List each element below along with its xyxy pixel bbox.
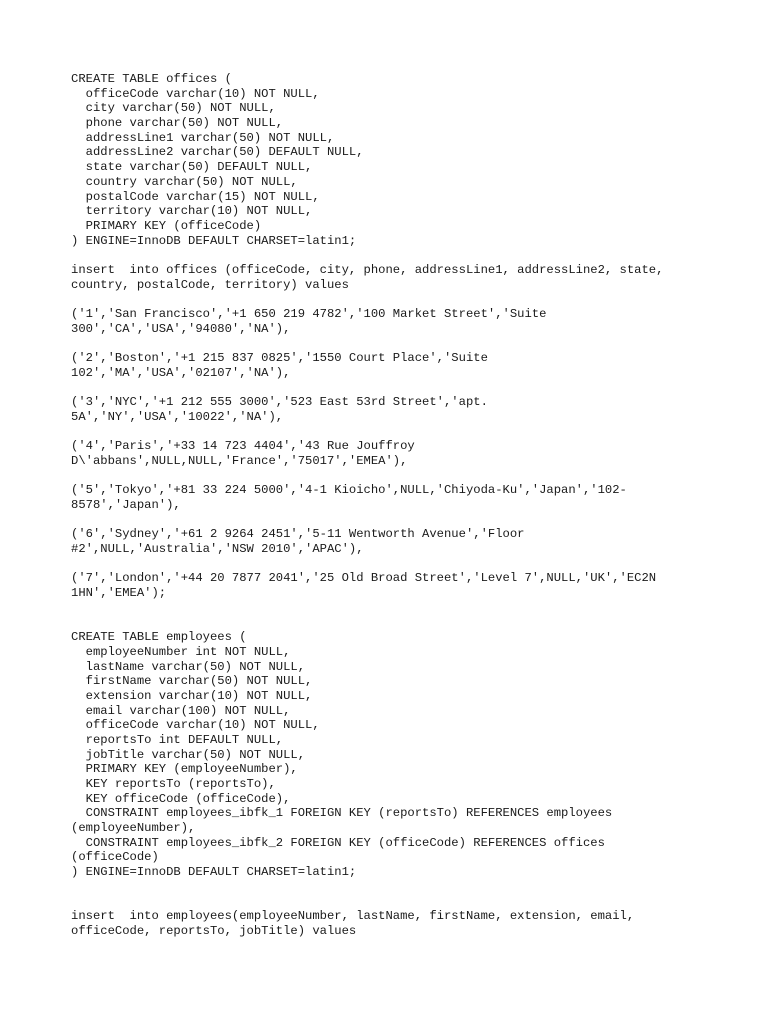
code-line: ('2','Boston','+1 215 837 0825','1550 Court Place','Suite: [71, 351, 488, 366]
code-line: state varchar(50) DEFAULT NULL,: [71, 160, 313, 175]
code-line: ('6','Sydney','+61 2 9264 2451','5-11 Wentworth Avenue','Floor: [71, 527, 525, 542]
code-line: PRIMARY KEY (officeCode): [71, 218, 262, 233]
code-line: ('1','San Francisco','+1 650 219 4782','100 Market Street','Suite: [71, 307, 547, 321]
spacer: [71, 880, 691, 909]
code-line: D\'abbans',NULL,NULL,'France','75017','EMEA'),: [71, 453, 408, 468]
code-line: officeCode varchar(10) NOT NULL,: [71, 86, 320, 101]
code-line: #2',NULL,'Australia','NSW 2010','APAC'),: [71, 542, 364, 556]
code-line: postalCode varchar(15) NOT NULL,: [71, 189, 320, 204]
code-line: CONSTRAINT employees_ibfk_2 FOREIGN KEY (officeCode) REFERENCES offices: [71, 835, 605, 850]
code-line: lastName varchar(50) NOT NULL,: [71, 659, 306, 674]
code-line: email varchar(100) NOT NULL,: [71, 703, 291, 718]
code-line: city varchar(50) NOT NULL,: [71, 101, 276, 116]
code-line: CREATE TABLE employees (: [71, 630, 247, 645]
code-line: firstName varchar(50) NOT NULL,: [71, 674, 313, 689]
code-line: territory varchar(10) NOT NULL,: [71, 204, 313, 219]
sql-document: [71, 72, 691, 939]
code-line: addressLine2 varchar(50) DEFAULT NULL,: [71, 145, 364, 160]
offices-row: [71, 395, 691, 424]
offices-create-table: [71, 72, 691, 248]
code-line: ('7','London','+44 20 7877 2041','25 Old Broad Street','Level 7',NULL,'UK','EC2N: [71, 571, 657, 586]
code-line: ) ENGINE=InnoDB DEFAULT CHARSET=latin1;: [71, 865, 357, 880]
offices-row: [71, 351, 691, 380]
code-line: jobTitle varchar(50) NOT NULL,: [71, 747, 306, 762]
offices-row: [71, 307, 691, 336]
code-line: extension varchar(10) NOT NULL,: [71, 688, 313, 703]
offices-row: [71, 527, 691, 556]
spacer: [71, 601, 691, 630]
offices-insert-statement: [71, 263, 691, 292]
spacer: [71, 292, 691, 307]
code-line: 1HN','EMEA');: [71, 586, 167, 601]
code-line: 8578','Japan'),: [71, 497, 181, 512]
offices-row: [71, 571, 691, 600]
code-line: insert into offices (officeCode, city, phone, addressLine1, addressLine2, state,: [71, 262, 664, 277]
code-line: (officeCode): [71, 850, 159, 865]
code-line: KEY reportsTo (reportsTo),: [71, 777, 276, 792]
code-line: PRIMARY KEY (employeeNumber),: [71, 762, 298, 777]
code-line: 5A','NY','USA','10022','NA'),: [71, 409, 284, 424]
code-line: phone varchar(50) NOT NULL,: [71, 116, 284, 131]
employees-insert-statement: [71, 909, 691, 938]
code-line: insert into employees(employeeNumber, lastName, firstName, extension, email,: [71, 909, 635, 924]
employees-create-table: [71, 630, 691, 880]
code-line: (employeeNumber),: [71, 821, 196, 836]
code-line: employeeNumber int NOT NULL,: [71, 644, 291, 659]
code-line: officeCode varchar(10) NOT NULL,: [71, 718, 320, 733]
code-line: ('4','Paris','+33 14 723 4404','43 Rue Jouffroy: [71, 439, 415, 454]
code-line: CREATE TABLE offices (: [71, 72, 232, 86]
code-line: 300','CA','USA','94080','NA'),: [71, 321, 291, 336]
code-line: CONSTRAINT employees_ibfk_1 FOREIGN KEY (reportsTo) REFERENCES employees: [71, 806, 613, 821]
spacer: [71, 248, 691, 263]
code-line: country, postalCode, territory) values: [71, 277, 349, 292]
code-line: 102','MA','USA','02107','NA'),: [71, 365, 291, 380]
code-line: ) ENGINE=InnoDB DEFAULT CHARSET=latin1;: [71, 233, 357, 248]
code-line: reportsTo int DEFAULT NULL,: [71, 732, 284, 747]
code-line: KEY officeCode (officeCode),: [71, 791, 291, 806]
offices-row: [71, 483, 691, 512]
code-line: officeCode, reportsTo, jobTitle) values: [71, 923, 357, 938]
code-line: addressLine1 varchar(50) NOT NULL,: [71, 130, 335, 145]
offices-row: [71, 439, 691, 468]
code-line: ('5','Tokyo','+81 33 224 5000','4-1 Kioicho',NULL,'Chiyoda-Ku','Japan','102-: [71, 483, 627, 498]
code-line: ('3','NYC','+1 212 555 3000','523 East 53rd Street','apt.: [71, 395, 488, 410]
code-line: country varchar(50) NOT NULL,: [71, 174, 298, 189]
